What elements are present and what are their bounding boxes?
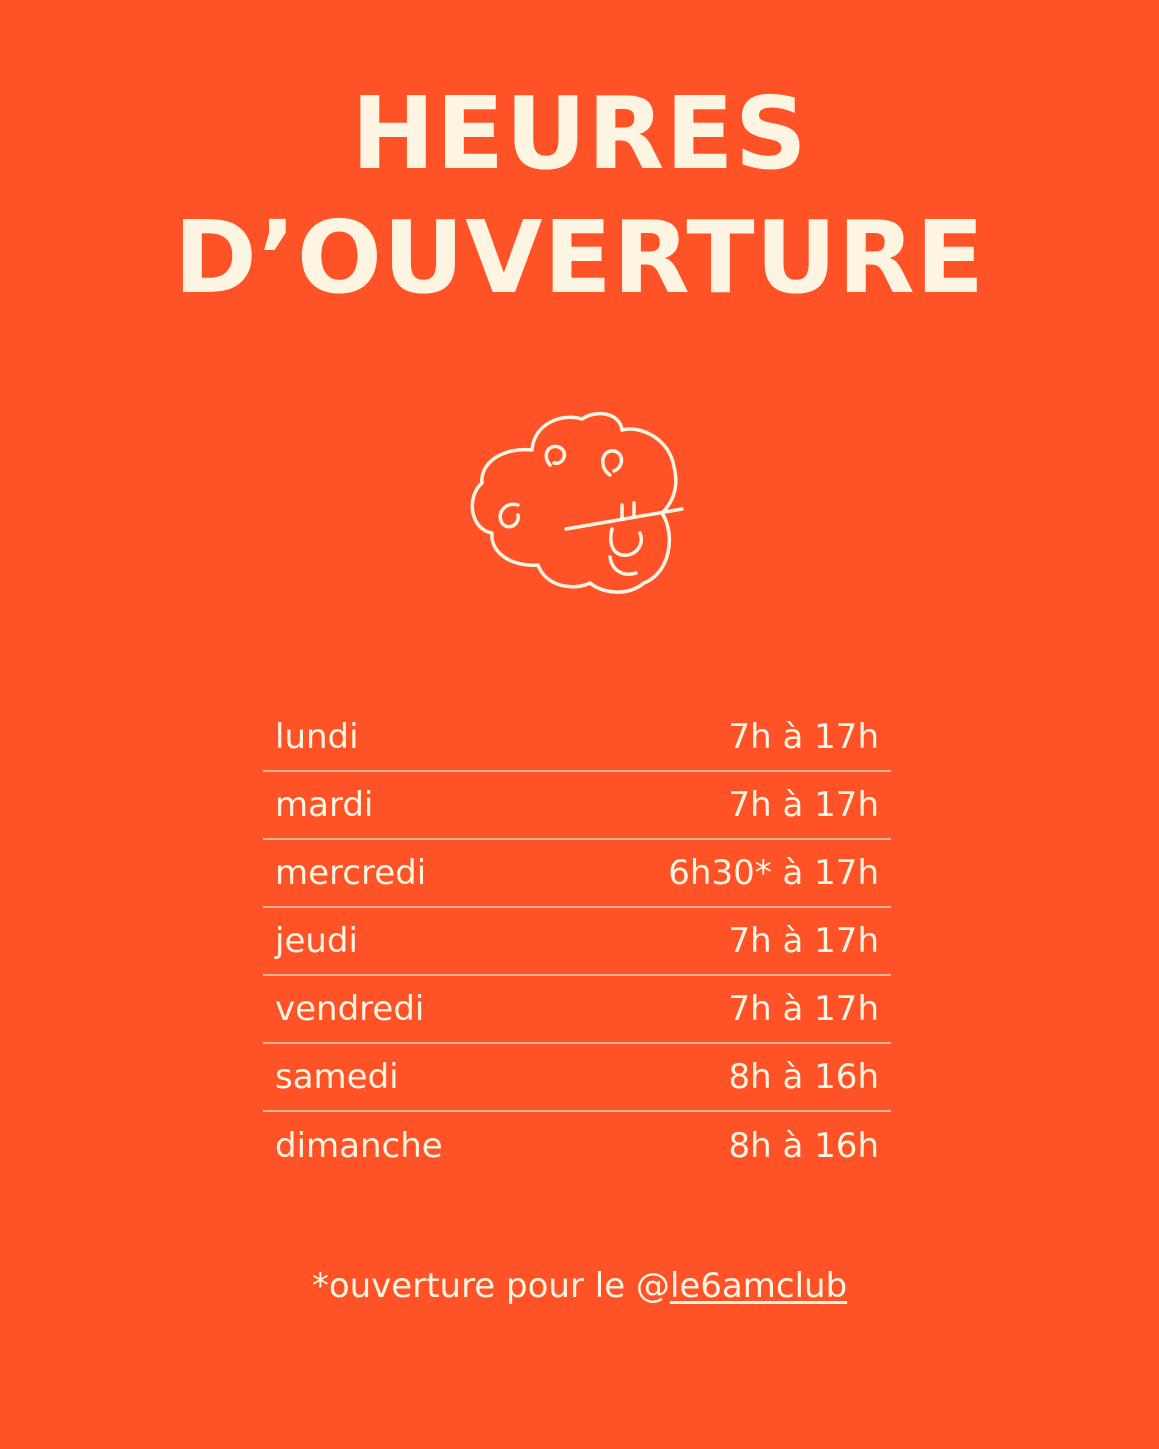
time-range: 8h à 16h xyxy=(728,1057,879,1097)
table-row xyxy=(263,704,891,772)
table-row xyxy=(263,908,891,976)
instagram-handle-link[interactable]: le6amclub xyxy=(669,1266,848,1306)
day-label: mercredi xyxy=(275,853,427,893)
table-row xyxy=(263,976,891,1044)
opening-hours-table xyxy=(263,704,891,1180)
cloud-face-icon xyxy=(462,405,694,605)
title-line-1: HEURES xyxy=(351,75,808,192)
time-range: 7h à 17h xyxy=(728,989,879,1029)
time-range: 7h à 17h xyxy=(728,921,879,961)
time-range: 8h à 16h xyxy=(728,1126,879,1166)
day-label: samedi xyxy=(275,1057,399,1097)
day-label: vendredi xyxy=(275,989,425,1029)
table-row xyxy=(263,1112,891,1180)
page-title xyxy=(0,72,1159,320)
footnote xyxy=(0,1266,1159,1306)
day-label: dimanche xyxy=(275,1126,443,1166)
table-row xyxy=(263,840,891,908)
day-label: jeudi xyxy=(275,921,358,961)
day-label: mardi xyxy=(275,785,374,825)
time-range: 7h à 17h xyxy=(728,785,879,825)
time-range: 7h à 17h xyxy=(728,717,879,757)
title-line-2: D’OUVERTURE xyxy=(173,199,986,316)
table-row xyxy=(263,772,891,840)
time-range: 6h30* à 17h xyxy=(668,853,879,893)
footnote-text: *ouverture pour le @ xyxy=(311,1266,670,1306)
table-row xyxy=(263,1044,891,1112)
day-label: lundi xyxy=(275,717,359,757)
